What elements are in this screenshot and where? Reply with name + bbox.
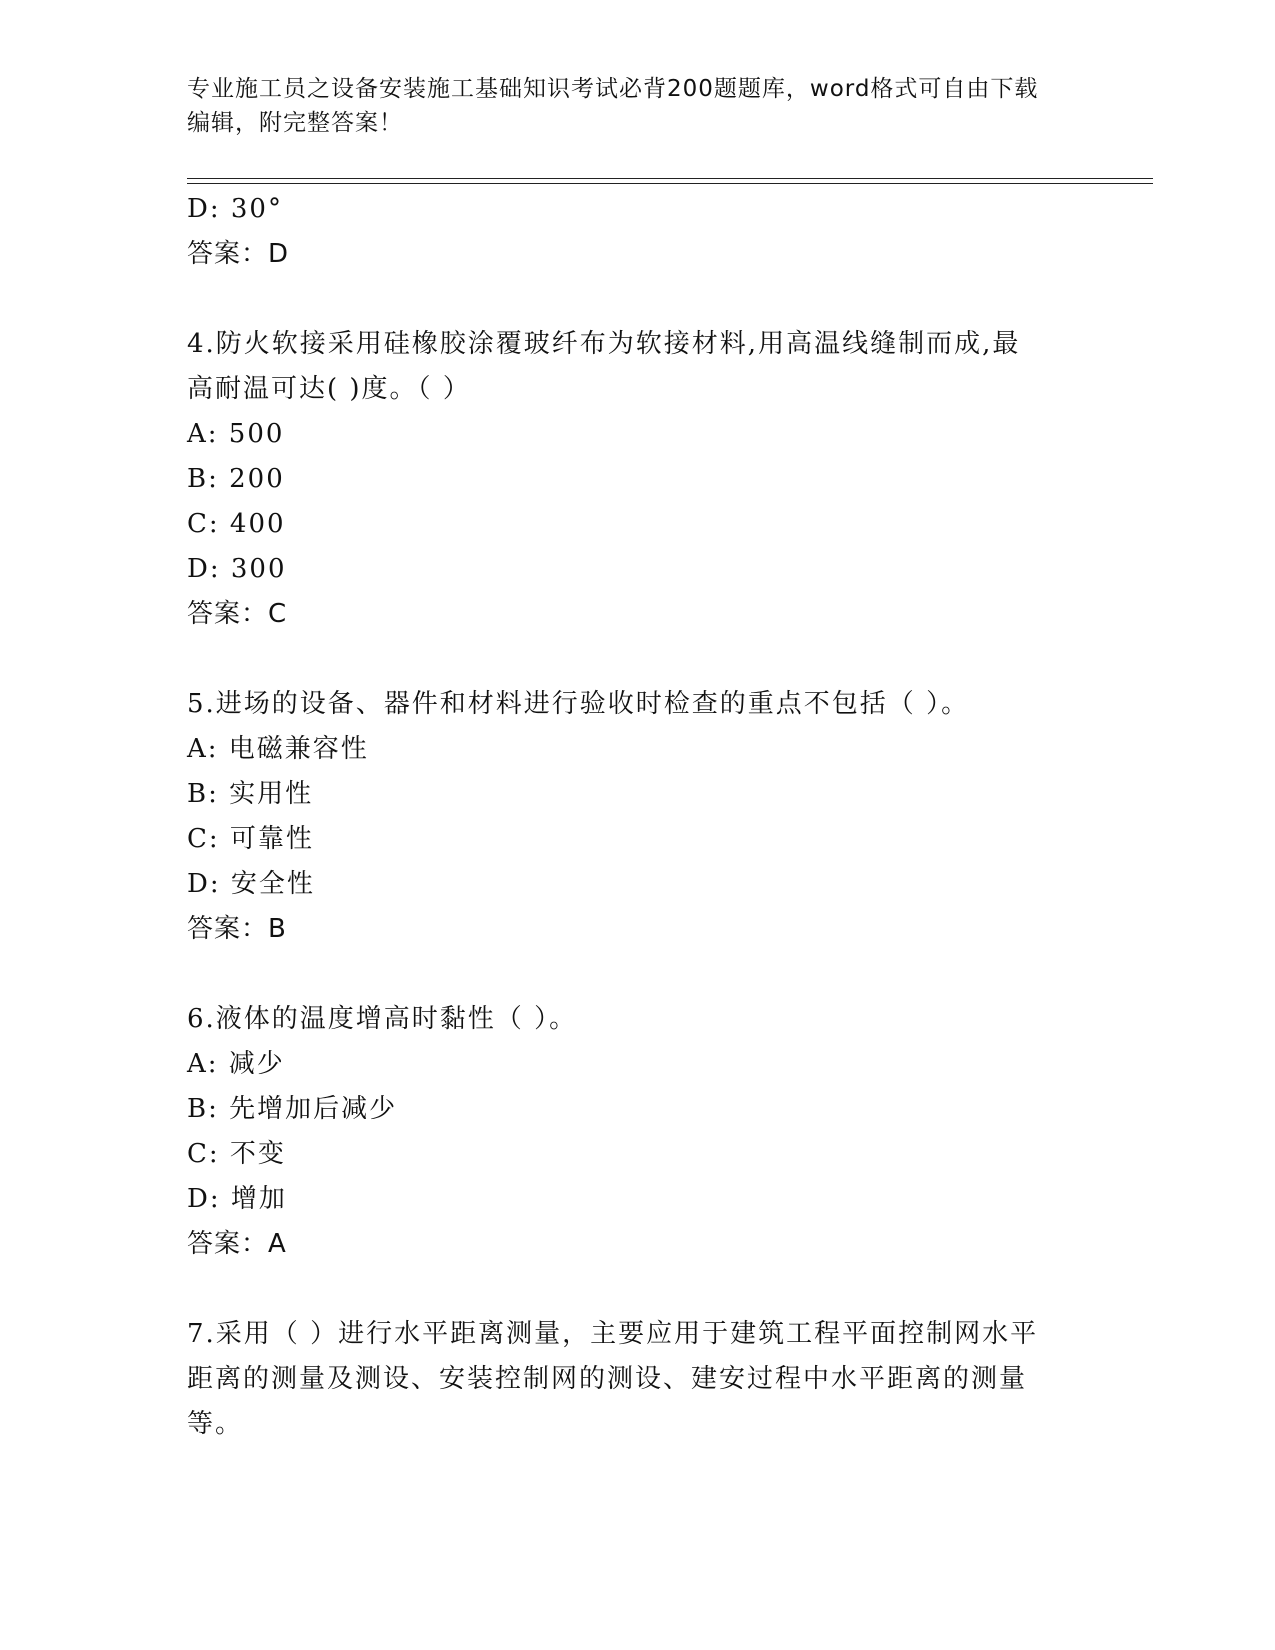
q4-stem-line-2: 高耐温可达( )度。（ ）	[187, 374, 471, 404]
q4-option-b: B: 200	[187, 464, 285, 494]
q5-option-c: C: 可靠性	[187, 824, 314, 854]
header-divider-bottom	[187, 183, 1153, 184]
q6-stem-line-1: 6.液体的温度增高时黏性（ ）。	[187, 1004, 578, 1034]
q4-answer: 答案：C	[187, 599, 288, 629]
header-title-line-1: 专业施工员之设备安装施工基础知识考试必背200题题库，word格式可自由下载	[187, 76, 1039, 102]
q6-option-a: A: 减少	[187, 1049, 285, 1079]
q4-stem-line-1: 4.防火软接采用硅橡胶涂覆玻纤布为软接材料,用高温线缝制而成,最	[187, 329, 1021, 359]
q6-option-b: B: 先增加后减少	[187, 1094, 398, 1124]
q7-stem-line-3: 等。	[187, 1409, 244, 1439]
document-header	[187, 72, 1067, 140]
q4-option-a: A: 500	[187, 419, 285, 449]
q6-option-c: C: 不变	[187, 1139, 286, 1169]
q5-stem-line-1: 5.进场的设备、器件和材料进行验收时检查的重点不包括（ ）。	[187, 689, 970, 719]
q4-option-c: C: 400	[187, 509, 286, 539]
q6-answer: 答案：A	[187, 1229, 287, 1259]
q5-answer: 答案：B	[187, 914, 287, 944]
header-title-line-2: 编辑，附完整答案！	[187, 110, 403, 136]
q5-option-d: D: 安全性	[187, 869, 315, 899]
q4-option-d: D: 300	[187, 554, 287, 584]
prev-option-d: D: 30°	[187, 194, 283, 224]
prev-answer: 答案：D	[187, 239, 290, 269]
q7-stem-line-2: 距离的测量及测设、安装控制网的测设、建安过程中水平距离的测量	[187, 1364, 1028, 1394]
header-divider-top	[187, 178, 1153, 179]
q5-option-a: A: 电磁兼容性	[187, 734, 369, 764]
q7-stem-line-1: 7.采用（ ）进行水平距离测量，主要应用于建筑工程平面控制网水平	[187, 1319, 1039, 1349]
q6-option-d: D: 增加	[187, 1184, 287, 1214]
q5-option-b: B: 实用性	[187, 779, 314, 809]
